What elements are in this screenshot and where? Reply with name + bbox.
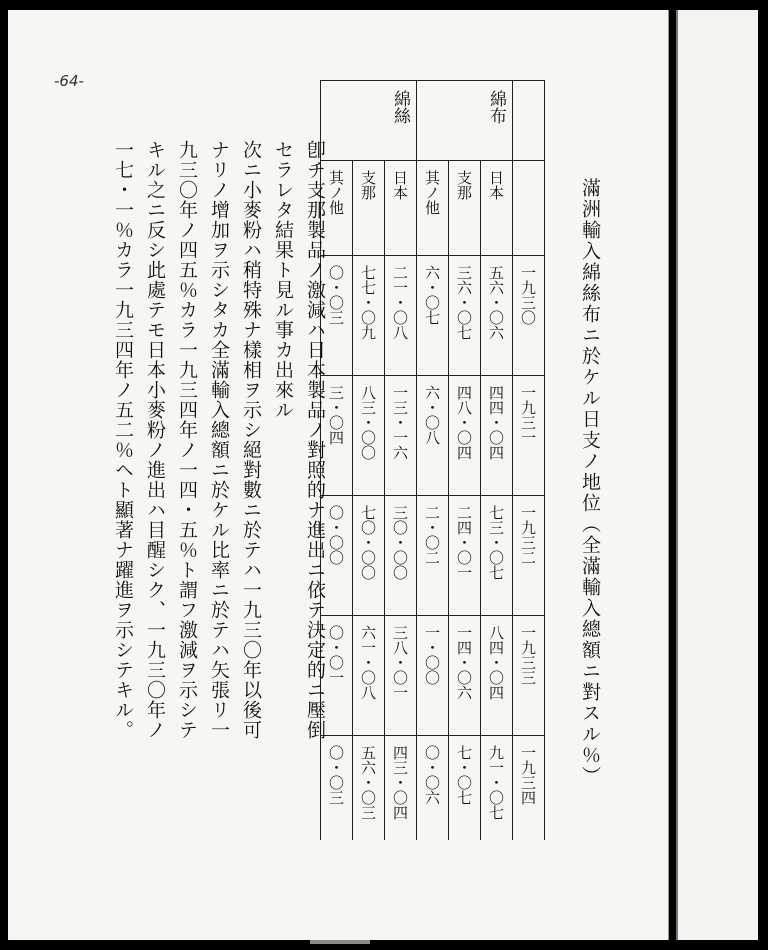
table-cell: 〇・〇六: [423, 745, 441, 805]
table-cell: 七〇・〇〇: [359, 505, 377, 580]
table-cell: 九一・〇七: [487, 745, 505, 820]
table-cell: 八三・〇〇: [359, 385, 377, 460]
page-number: -64-: [54, 72, 84, 90]
paragraph-column: キル之ニ反シ此處テモ日本小麥粉ノ進出ハ目醒シク、一九三〇年ノ: [144, 140, 166, 740]
table-cell: 〇・〇三: [327, 265, 345, 325]
data-table: [320, 80, 545, 840]
table-cell: 〇・〇一: [327, 625, 345, 685]
table-cell: 七三・〇七: [487, 505, 505, 580]
table-cell: 四四・〇四: [487, 385, 505, 460]
scan-artifact: [310, 940, 370, 944]
year-label: 一九三二: [519, 505, 537, 565]
table-cell: 三・〇四: [327, 385, 345, 445]
table-cell: 一三・一六: [391, 385, 409, 460]
group-header-cloth: 綿布: [486, 90, 506, 124]
column-header: 支那: [359, 170, 377, 200]
column-header: 日本: [487, 170, 505, 200]
table-title: 滿洲輸入綿絲布ニ於ケル日支ノ地位（全滿輸入總額ニ對スル％）: [579, 178, 601, 787]
adjacent-page-edge: [676, 10, 758, 940]
table-cell: 五六・〇三: [359, 745, 377, 820]
group-header-yarn: 綿絲: [390, 90, 410, 124]
table-cell: 三八・〇一: [391, 625, 409, 700]
column-header: 日本: [391, 170, 409, 200]
paragraph-column: 九三〇年ノ四五％カラ一九三四年ノ一四・五％ト謂フ激減ヲ示シテ: [176, 140, 198, 740]
table-cell: 八四・〇四: [487, 625, 505, 700]
table-cell: 一四・〇六: [455, 625, 473, 700]
table-cell: 六・〇八: [423, 385, 441, 445]
paragraph-column: 一七・一％カラ一九三四年ノ五二％ヘト顯著ナ躍進ヲ示シテキル。: [112, 140, 134, 740]
table-cell: 三〇・〇〇: [391, 505, 409, 580]
table-cell: 六一・〇八: [359, 625, 377, 700]
paragraph-column: セラレタ結果ト見ル事カ出來ル: [272, 140, 294, 420]
table-cell: 五六・〇六: [487, 265, 505, 340]
table-cell: 七七・〇九: [359, 265, 377, 340]
table-cell: 二・〇二: [423, 505, 441, 565]
year-label: 一九三四: [519, 745, 537, 805]
paragraph-column: 次ニ小麥粉ハ稍特殊ナ樣相ヲ示シ絕對數ニ於テハ一九三〇年以後可: [240, 140, 262, 740]
paragraph-column: 卽チ支那製品ノ激減ハ日本製品ノ對照的ナ進出ニ依テ決定的ニ壓倒: [304, 140, 326, 740]
table-cell: 四八・〇四: [455, 385, 473, 460]
table-cell: 七・〇七: [455, 745, 473, 805]
paragraph-column: ナリノ增加ヲ示シタカ全滿輸入總額ニ於ケル比率ニ於テハ矢張リ一: [208, 140, 230, 740]
table-cell: 三六・〇七: [455, 265, 473, 340]
table-cell: 〇・〇〇: [327, 505, 345, 565]
year-label: 一九三〇: [519, 265, 537, 325]
year-label: 一九三一: [519, 385, 537, 445]
table-cell: 〇・〇三: [327, 745, 345, 805]
column-header: 其ノ他: [423, 170, 441, 215]
table-cell: 六・〇七: [423, 265, 441, 325]
column-header: 支那: [455, 170, 473, 200]
table-cell: 二四・〇一: [455, 505, 473, 580]
table-cell: 一・〇〇: [423, 625, 441, 685]
column-header: 其ノ他: [327, 170, 345, 215]
table-cell: 二一・〇八: [391, 265, 409, 340]
year-label: 一九三三: [519, 625, 537, 685]
table-cell: 四三・〇四: [391, 745, 409, 820]
